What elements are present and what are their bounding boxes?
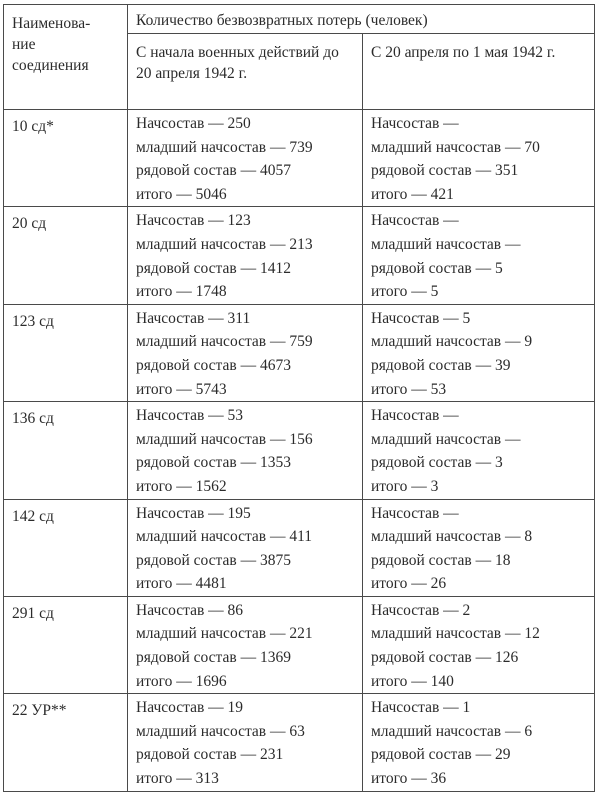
loss-line: итого — 5 xyxy=(371,283,439,301)
loss-line: итого — 1748 xyxy=(136,283,227,301)
header-unit-name xyxy=(4,5,128,110)
table-row xyxy=(4,499,595,596)
loss-line: рядовой состав — 351 xyxy=(371,162,519,180)
unit-name-cell: 20 сд xyxy=(4,207,128,304)
loss-line: итого — 4481 xyxy=(136,575,227,593)
loss-line: рядовой состав — 4673 xyxy=(136,356,291,374)
loss-line: итого — 3 xyxy=(371,477,439,495)
loss-line: Начсостав — 86 xyxy=(136,601,244,619)
loss-line: Начсостав — xyxy=(371,212,459,230)
table-row xyxy=(4,304,595,401)
loss-line: итого — 5046 xyxy=(136,185,227,203)
losses-table xyxy=(3,4,595,792)
period-2-losses-cell xyxy=(363,402,595,499)
table-body xyxy=(4,110,595,792)
loss-line: рядовой состав — 18 xyxy=(371,551,511,569)
loss-line: младший начсостав — xyxy=(371,235,521,253)
period-1-losses-cell xyxy=(128,499,363,596)
unit-name-cell: 123 сд xyxy=(4,304,128,401)
loss-line: Начсостав — 2 xyxy=(371,601,471,619)
loss-line: итого — 1562 xyxy=(136,477,227,495)
header-unit-name-line: ние xyxy=(12,36,36,53)
loss-line: Начсостав — 123 xyxy=(136,212,251,230)
loss-line: младший начсостав — 6 xyxy=(371,722,533,740)
period-2-losses-cell xyxy=(363,304,595,401)
header-unit-name-line: соединения xyxy=(12,57,89,74)
unit-name-cell: 10 сд* xyxy=(4,110,128,207)
loss-line: младший начсостав — 9 xyxy=(371,333,533,351)
table-row xyxy=(4,596,595,693)
loss-line: Начсостав — 311 xyxy=(136,309,251,327)
loss-line: младший начсостав — 213 xyxy=(136,235,313,253)
loss-line: рядовой состав — 39 xyxy=(371,356,511,374)
table-header xyxy=(4,5,595,110)
loss-line: итого — 26 xyxy=(371,575,447,593)
loss-line: рядовой состав — 5 xyxy=(371,259,503,277)
period-2-losses-cell xyxy=(363,694,595,791)
losses-table-container xyxy=(3,4,595,792)
loss-line: рядовой состав — 1353 xyxy=(136,454,291,472)
loss-line: рядовой состав — 1412 xyxy=(136,259,291,277)
period-1-losses-cell xyxy=(128,207,363,304)
loss-line: рядовой состав — 3 xyxy=(371,454,503,472)
period-1-losses-cell xyxy=(128,110,363,207)
loss-line: Начсостав — 5 xyxy=(371,309,471,327)
loss-line: итого — 36 xyxy=(371,770,447,788)
loss-line: итого — 421 xyxy=(371,185,454,203)
period-1-losses-cell xyxy=(128,596,363,693)
loss-line: итого — 5743 xyxy=(136,380,227,398)
unit-name-cell: 136 сд xyxy=(4,402,128,499)
loss-line: Начсостав — 1 xyxy=(371,699,471,717)
loss-line: младший начсостав — 221 xyxy=(136,625,313,643)
loss-line: младший начсостав — 739 xyxy=(136,138,313,156)
loss-line: младший начсостав — 8 xyxy=(371,528,533,546)
loss-line: рядовой состав — 1369 xyxy=(136,649,291,667)
loss-line: рядовой состав — 3875 xyxy=(136,551,291,569)
loss-line: Начсостав — 250 xyxy=(136,115,251,132)
header-losses-title: Количество безвозвратных потерь (человек) xyxy=(128,5,595,34)
header-unit-name-line: Наименова- xyxy=(12,15,91,32)
loss-line: рядовой состав — 4057 xyxy=(136,162,291,180)
period-2-losses-cell xyxy=(363,499,595,596)
unit-name-cell: 142 сд xyxy=(4,499,128,596)
loss-line: младший начсостав — 12 xyxy=(371,625,540,643)
period-2-losses-cell xyxy=(363,110,595,207)
loss-line: рядовой состав — 126 xyxy=(371,649,519,667)
loss-line: Начсостав — 19 xyxy=(136,699,244,717)
period-2-losses-cell xyxy=(363,207,595,304)
loss-line: младший начсостав — 411 xyxy=(136,528,313,546)
loss-line: Начсостав — xyxy=(371,504,459,522)
period-1-losses-cell xyxy=(128,402,363,499)
loss-line: младший начсостав — 70 xyxy=(371,138,540,156)
loss-line: Начсостав — xyxy=(371,115,459,132)
loss-line: Начсостав — xyxy=(371,407,459,425)
loss-line: Начсостав — 195 xyxy=(136,504,251,522)
loss-line: младший начсостав — 63 xyxy=(136,722,305,740)
loss-line: Начсостав — 53 xyxy=(136,407,244,425)
loss-line: младший начсостав — 156 xyxy=(136,430,313,448)
loss-line: итого — 1696 xyxy=(136,672,227,690)
loss-line: рядовой состав — 231 xyxy=(136,746,284,764)
loss-line: младший начсостав — xyxy=(371,430,521,448)
period-2-losses-cell xyxy=(363,596,595,693)
loss-line: итого — 140 xyxy=(371,672,454,690)
loss-line: рядовой состав — 29 xyxy=(371,746,511,764)
header-period-2: С 20 апреля по 1 мая 1942 г. xyxy=(363,34,595,110)
period-1-losses-cell xyxy=(128,304,363,401)
table-row xyxy=(4,207,595,304)
period-1-losses-cell xyxy=(128,694,363,791)
unit-name-cell: 291 сд xyxy=(4,596,128,693)
header-period-1: С начала военных действий до 20 апреля 1942 г. xyxy=(128,34,363,110)
table-row xyxy=(4,402,595,499)
table-row xyxy=(4,694,595,791)
table-row xyxy=(4,110,595,207)
loss-line: младший начсостав — 759 xyxy=(136,333,313,351)
unit-name-cell: 22 УР** xyxy=(4,694,128,791)
loss-line: итого — 313 xyxy=(136,770,219,788)
loss-line: итого — 53 xyxy=(371,380,447,398)
